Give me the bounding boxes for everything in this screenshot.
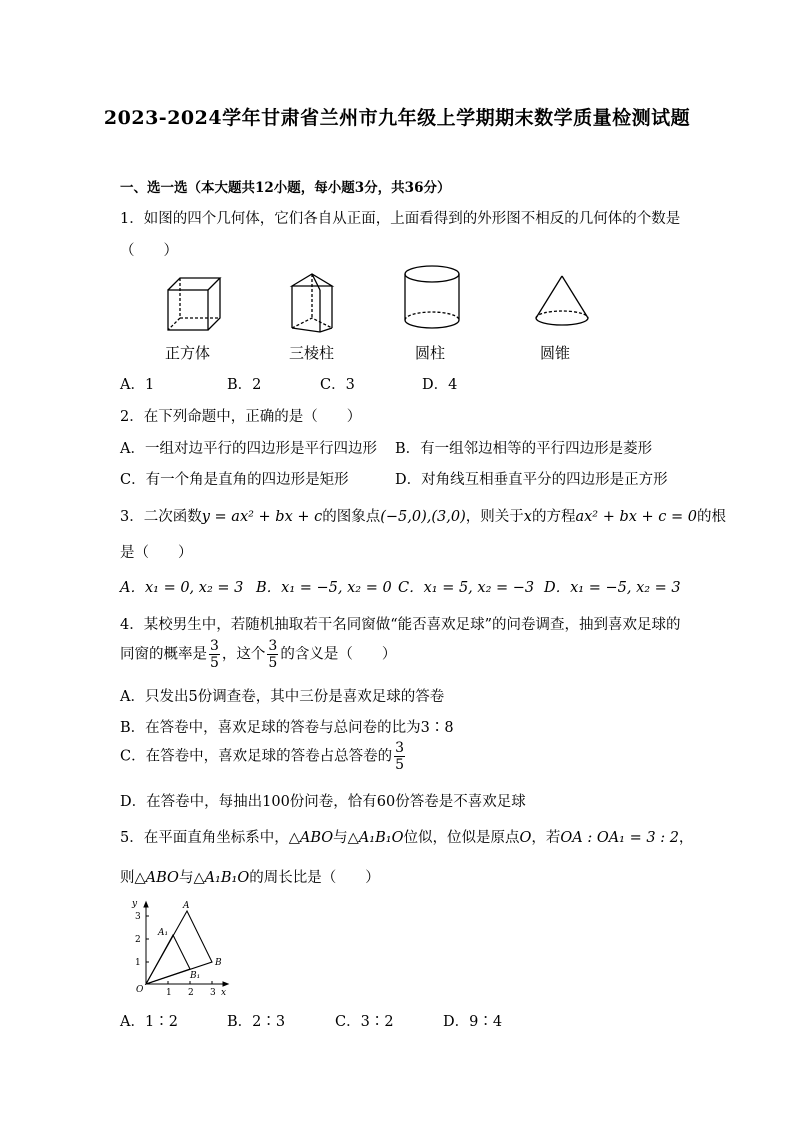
q5-option-b: B．2∶3 xyxy=(227,1014,286,1030)
q5-text-1: 5．在平面直角坐标系中， xyxy=(120,830,289,846)
q2-option-d: D．对角线互相垂直平分的四边形是正方形 xyxy=(395,472,668,488)
q2-option-b: B．有一组邻边相等的平行四边形是菱形 xyxy=(395,441,653,457)
q4-stem-2 xyxy=(120,639,396,670)
q4-option-d: D．在答卷中，每抽出100份问卷，恰有60份答卷是不喜欢足球 xyxy=(120,794,526,810)
q2-option-c: C．有一个角是直角的四边形是矩形 xyxy=(120,472,349,488)
q4-option-c-text: C．在答卷中，喜欢足球的答卷占总答卷的 xyxy=(120,748,393,765)
q4-text-2: ，这个 xyxy=(221,646,266,663)
shape-label-cylinder: 圆柱 xyxy=(415,344,446,362)
q5-text-6: 则 xyxy=(120,870,135,886)
q5-ratio: OA : OA₁ = 3 : 2 xyxy=(560,830,679,846)
x-tick-2: 2 xyxy=(188,988,194,998)
point-B1-label: B₁ xyxy=(190,971,201,981)
shape-label-cone: 圆锥 xyxy=(540,344,571,362)
y-tick-1: 1 xyxy=(135,958,141,968)
q3-option-b: B．x₁ = −5, x₂ = 0 xyxy=(256,580,392,596)
point-B-label: B xyxy=(215,958,222,968)
x-tick-1: 1 xyxy=(166,988,172,998)
y-tick-3: 3 xyxy=(135,912,141,922)
q3-stem-end: 是（ ） xyxy=(120,545,193,561)
q4-text-1: 同窗的概率是 xyxy=(120,646,207,663)
q3-stem xyxy=(120,505,726,526)
q3-equation: ax² + bx + c = 0 xyxy=(575,509,697,525)
point-A1-label: A₁ xyxy=(158,928,169,938)
q4-option-b: B．在答卷中，喜欢足球的答卷与总问卷的比为3∶8 xyxy=(120,720,454,736)
cone-figure xyxy=(534,274,590,330)
y-tick-2: 2 xyxy=(135,935,141,945)
q3-points: (−5,0),(3,0) xyxy=(380,509,466,525)
shape-label-prism: 三棱柱 xyxy=(289,344,335,362)
q4-option-c-num: 3 xyxy=(395,740,405,756)
q5-option-c: C．3∶2 xyxy=(335,1014,394,1030)
cylinder-figure xyxy=(403,264,461,330)
q3-text-4: 的方程 xyxy=(531,509,576,525)
q5-triangle-1b: △ABO xyxy=(134,870,179,886)
q5-text-2: 与 xyxy=(333,830,348,846)
q4-option-c-den: 5 xyxy=(395,757,405,773)
q3-variable: x xyxy=(523,509,532,525)
q3-text-1: 3．二次函数 xyxy=(120,509,202,525)
q1-stem: 1．如图的四个几何体，它们各自从正面，上面看得到的外形图不相反的几何体的个数是 xyxy=(120,211,681,227)
q5-text-4: ，若 xyxy=(531,830,561,846)
q3-function: y = ax² + bx + c xyxy=(201,509,323,525)
q2-option-a: A．一组对边平行的四边形是平行四边形 xyxy=(120,441,377,457)
q4-fraction-2-num: 3 xyxy=(268,638,278,654)
q5-text-7: 与 xyxy=(178,870,194,886)
q5-text-5: ， xyxy=(678,830,694,846)
q4-option-c-fraction xyxy=(394,741,405,772)
page-title: 2023-2024学年甘肃省兰州市九年级上学期期末数学质量检测试题 xyxy=(103,107,691,129)
q4-stem: 4．某校男生中，若随机抽取若干名同窗做“能否喜欢足球”的问卷调查，抽到喜欢足球的 xyxy=(120,617,681,633)
point-A-label: A xyxy=(183,901,190,911)
x-axis-arrow xyxy=(223,982,228,986)
q4-option-a: A．只发出5份调查卷，其中三份是喜欢足球的答卷 xyxy=(120,689,445,705)
section-heading: 一、选一选（本大题共12小题，每小题3分，共36分） xyxy=(120,180,451,196)
q5-triangle-2: △A₁B₁O xyxy=(347,830,404,846)
q4-fraction-1-num: 3 xyxy=(210,638,219,654)
q4-fraction-1-den: 5 xyxy=(210,655,219,671)
q1-option-b: B．2 xyxy=(227,377,262,393)
q3-option-a: A．x₁ = 0, x₂ = 3 xyxy=(120,580,244,596)
q4-fraction-2-den: 5 xyxy=(268,655,278,671)
q1-option-c: C．3 xyxy=(320,377,355,393)
q5-option-a: A．1∶2 xyxy=(120,1014,178,1030)
q5-origin: O xyxy=(519,830,532,846)
q5-coordinate-graph xyxy=(128,896,238,1000)
y-axis-label: y xyxy=(132,899,138,909)
q3-text-2: 的图象点 xyxy=(322,509,381,525)
q5-triangle-2b: △A₁B₁O xyxy=(193,870,250,886)
q3-option-c: C．x₁ = 5, x₂ = −3 xyxy=(398,580,535,596)
q4-option-c xyxy=(120,741,407,772)
q4-fraction-2 xyxy=(267,639,278,670)
q5-option-d: D．9∶4 xyxy=(443,1014,503,1030)
q1-stem-paren: （ ） xyxy=(120,243,178,259)
q1-option-d: D．4 xyxy=(422,377,458,393)
x-axis-label: x xyxy=(221,988,227,998)
q5-triangle-1: △ABO xyxy=(288,830,334,846)
q3-option-d: D．x₁ = −5, x₂ = 3 xyxy=(544,580,681,596)
q5-text-8: 的周长比是（ ） xyxy=(249,870,380,886)
origin-label: O xyxy=(136,985,144,995)
triangle-A1B1O xyxy=(146,935,190,984)
x-tick-3: 3 xyxy=(210,988,216,998)
q1-option-a: A．1 xyxy=(120,377,155,393)
q4-text-3: 的含义是（ ） xyxy=(280,646,397,663)
q5-stem xyxy=(120,826,693,847)
prism-figure xyxy=(290,272,334,334)
q3-text-5: 的根 xyxy=(697,509,726,525)
q5-stem-2 xyxy=(120,866,380,887)
q2-stem: 2．在下列命题中，正确的是（ ） xyxy=(120,409,362,425)
cube-figure xyxy=(166,276,222,332)
q3-text-3: ，则关于 xyxy=(465,509,524,525)
q4-fraction-1 xyxy=(209,639,220,670)
q5-text-3: 位似，位似是原点 xyxy=(403,830,520,846)
y-axis-arrow xyxy=(144,902,148,907)
shape-label-cube: 正方体 xyxy=(165,344,211,362)
